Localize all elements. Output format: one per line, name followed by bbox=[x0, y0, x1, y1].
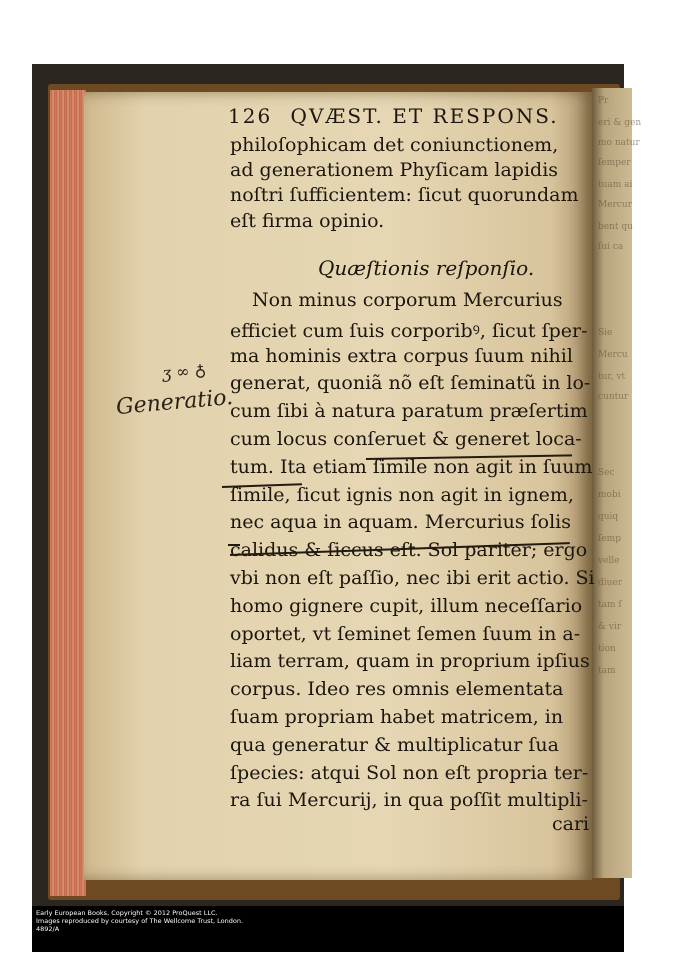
text-line: efficiet cum ſuis corporibꝰ, ſicut ſper- bbox=[230, 319, 588, 342]
text-line: vbi non eſt paſſio, nec ibi erit actio. Si bbox=[230, 567, 595, 589]
facing-page-text: bent qu bbox=[598, 222, 633, 232]
facing-page-text: quiq bbox=[598, 512, 619, 522]
facing-page-text: diuer bbox=[598, 578, 623, 588]
text-line: oportet, vt ſeminet ſemen ſuum in a- bbox=[230, 622, 581, 645]
text-line: nec aqua in aquam. Mercurius ſolis bbox=[230, 511, 571, 534]
text-line: tum. Ita etiam ſimile non agit in ſuum bbox=[230, 455, 593, 478]
text-line: homo gignere cupit, illum neceſſario bbox=[230, 594, 583, 617]
facing-page-text: tur, vt bbox=[598, 372, 626, 382]
page-number: 126 bbox=[228, 104, 273, 128]
text-line: noſtri ſufficientem: ſicut quorundam bbox=[230, 184, 579, 207]
facing-page-text: mo natur bbox=[598, 138, 640, 148]
text-line: qua generatur & multiplicatur ſua bbox=[230, 733, 559, 756]
catchword: cari bbox=[552, 813, 590, 836]
text-line: Non minus corporum Mercurius bbox=[252, 289, 563, 311]
facing-page bbox=[592, 88, 642, 878]
section-heading: Quæſtionis reſponſio. bbox=[318, 256, 535, 280]
text-line: ſpecies: atqui Sol non eſt propria ter- bbox=[230, 761, 589, 784]
underline bbox=[228, 544, 240, 546]
text-line: cum locus conſeruet & generet loca- bbox=[230, 428, 582, 450]
facing-page-text: ſemp bbox=[598, 534, 621, 544]
text-line: philoſophicam det coniunctionem, bbox=[230, 134, 559, 156]
footer-courtesy: Images reproduced by courtesy of The Wellcome Trust, London. bbox=[36, 917, 244, 926]
facing-page-text: velle bbox=[598, 556, 620, 566]
book-scan bbox=[32, 64, 642, 906]
facing-page-text: Pr bbox=[598, 96, 609, 106]
text-line: ſimile, ſicut ignis non agit in ignem, bbox=[230, 483, 574, 506]
running-head-title: QVÆST. ET RESPONS. bbox=[290, 104, 559, 128]
footer bbox=[32, 906, 624, 952]
facing-page-text: Sec bbox=[598, 468, 615, 478]
page-edges bbox=[50, 90, 86, 896]
facing-page-text: mobi bbox=[598, 490, 621, 500]
facing-page-text: cuntur bbox=[598, 392, 629, 402]
text-line: ma hominis extra corpus ſuum nihil bbox=[230, 344, 573, 367]
text-line: cum ſibi à natura paratum præſertim bbox=[230, 400, 588, 423]
text-line: generat, quoniã nõ eſt ſeminatũ in lo- bbox=[230, 372, 591, 395]
text-line: liam terram, quam in proprium ipſius bbox=[230, 650, 590, 673]
text-line: calidus & ſiccus eſt. Sol pariter; ergo bbox=[230, 539, 588, 562]
marginal-note-symbols: ʒ ∞ ♁ bbox=[161, 360, 207, 383]
body-text bbox=[230, 134, 595, 864]
facing-page-text: tam bbox=[598, 666, 616, 676]
facing-page-text: tam ſ bbox=[598, 600, 622, 610]
facing-page-text: tuam ai bbox=[598, 180, 633, 190]
text-line: ra ſui Mercurij, in qua poſſit multipli- bbox=[230, 789, 588, 812]
marginal-note: Generatio. bbox=[115, 384, 235, 421]
text-line: corpus. Ideo res omnis elementata bbox=[230, 678, 564, 701]
footer-copyright: Early European Books, Copyright © 2012 ProQuest LLC. bbox=[36, 909, 218, 917]
facing-page-text: & vir bbox=[598, 622, 622, 632]
facing-page-text: Mercu bbox=[598, 350, 628, 360]
running-head bbox=[228, 104, 559, 128]
facing-page-text: Mercur bbox=[598, 200, 632, 210]
text-line: ſuam propriam habet matricem, in bbox=[230, 706, 564, 728]
facing-page-text: eri & gen bbox=[598, 118, 642, 128]
facing-page-text: tion bbox=[598, 644, 616, 654]
text-line: ad generationem Phyſicam lapidis bbox=[230, 159, 559, 182]
text-line: eſt firma opinio. bbox=[230, 209, 385, 232]
facing-page-text: ſemper bbox=[598, 158, 631, 168]
footer-id: 4892/A bbox=[36, 925, 60, 934]
facing-page-text: ſui ca bbox=[598, 242, 624, 252]
facing-page-text: Sie bbox=[598, 328, 613, 338]
